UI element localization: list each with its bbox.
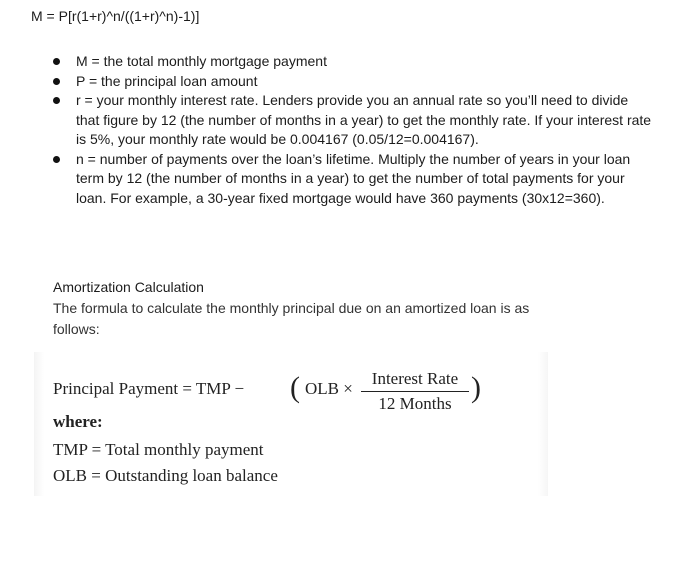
olb-definition: OLB = Outstanding loan balance — [53, 466, 278, 485]
equation-olb-term: OLB × — [305, 379, 353, 398]
list-item — [53, 72, 653, 92]
definition-m: M = the total monthly mortgage payment — [76, 53, 327, 69]
variable-definitions-list — [53, 52, 653, 208]
equation-lhs: Principal Payment = TMP − — [53, 379, 245, 398]
definition-p: P = the principal loan amount — [76, 72, 258, 89]
fraction-denominator: 12 Months — [378, 394, 452, 413]
amortization-intro: The formula to calculate the monthly principal due on an amortized loan is as follows: — [53, 300, 530, 337]
close-paren: ) — [471, 371, 481, 404]
amortization-heading: Amortization Calculation — [53, 279, 204, 295]
rate-fraction — [361, 368, 469, 415]
bullet-icon — [53, 97, 60, 104]
principal-payment-equation-image — [34, 352, 548, 496]
list-item — [53, 52, 653, 72]
definition-n: n = number of payments over the loan’s lifetime. Multiply the number of years in your loan term by 12 (the number of months in a year) to get the number of total payments for your loan. For example, a 30-year fixed mortgage would have 360 payments (30x12=360). — [76, 150, 631, 206]
bullet-icon — [53, 78, 60, 85]
open-paren: ( — [290, 371, 300, 404]
bullet-icon — [53, 58, 60, 65]
fraction-numerator: Interest Rate — [371, 369, 459, 388]
definition-r: r = your monthly interest rate. Lenders provide you an annual rate so you’ll need to divide that figure by 12 (the number of months in a year) to get the monthly rate. If your interest rate is 5%, your monthly rate would be 0.004167 (0.05/12=0.004167). — [76, 92, 652, 147]
where-label: where: — [53, 412, 103, 431]
list-item — [53, 91, 653, 150]
bullet-icon — [53, 156, 60, 163]
fraction-bar — [361, 391, 469, 392]
tmp-definition: TMP = Total monthly payment — [53, 440, 264, 459]
mortgage-formula: M = P[r(1+r)^n/((1+r)^n)-1)] — [31, 8, 200, 24]
list-item — [53, 150, 653, 209]
